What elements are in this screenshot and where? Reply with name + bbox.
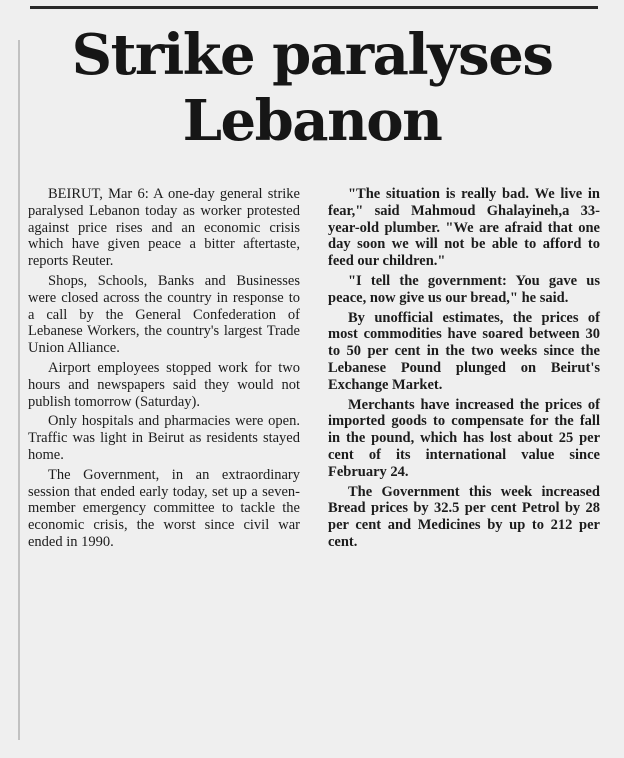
paragraph: The Government, in an extraordinary session that ended early today, set up a seven-member emergency committee to tackle the economic crisis, the worst since civil war ended in 1990.	[28, 466, 300, 550]
paragraph: "I tell the government: You gave us peace, now give us our bread," he said.	[328, 272, 600, 306]
paragraph: "The situation is really bad. We live in fear," said Mahmoud Ghalayineh,a 33-year-old plumber. "We are afraid that one day soon we will not be able to afford to feed our children."	[328, 186, 600, 270]
paragraph: Shops, Schools, Banks and Businesses were closed across the country in response to a call by the General Confederation of Lebanese Workers, the country's largest Trade Union Alliance.	[28, 272, 300, 357]
headline-line-2: Lebanon	[182, 88, 442, 154]
top-rule	[30, 6, 598, 9]
headline	[0, 22, 624, 154]
paragraph: Merchants have increased the prices of imported goods to compensate for the fall in the pound, which has lost about 25 per cent of its international value since February 24.	[328, 396, 600, 480]
paragraph: By unofficial estimates, the prices of most commodities have soared between 30 to 50 per cent in the two weeks since the Lebanese Pound plunged on Beirut's Exchange Market.	[328, 309, 600, 393]
paragraph: Only hospitals and pharmacies were open. Traffic was light in Beirut as residents stayed home.	[28, 413, 300, 463]
paragraph: Airport employees stopped work for two hours and newspapers said they would not publish tomorrow (Saturday).	[28, 359, 300, 410]
paragraph: BEIRUT, Mar 6: A one-day general strike paralysed Lebanon today as worker protested against price rises and an economic crisis which have given peace a bitter aftertaste, reports Reuter.	[28, 186, 300, 270]
headline-line-1: Strike paralyses	[71, 22, 553, 88]
paragraph: The Government this week increased Bread prices by 32.5 per cent Petrol by 28 per cent and Medicines by up to 212 per cent.	[328, 483, 600, 550]
article-body	[28, 186, 600, 754]
column-left	[28, 186, 300, 754]
column-right	[328, 186, 600, 754]
